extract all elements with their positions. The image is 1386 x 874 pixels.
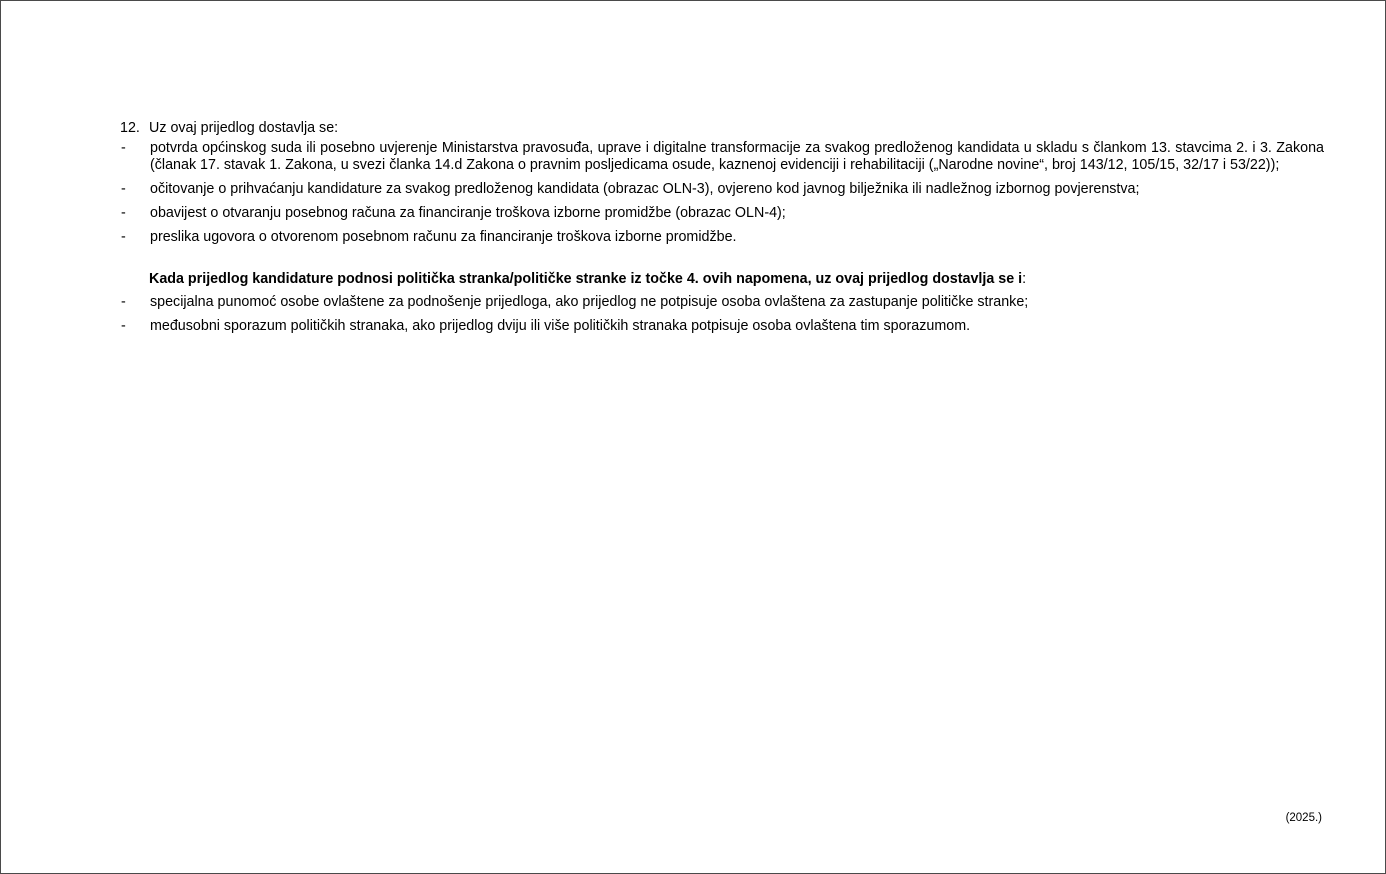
section-heading (120, 120, 1324, 137)
party-heading-colon: : (1022, 271, 1027, 287)
bullet: - (121, 181, 126, 197)
footer-year: (2025.) (1285, 812, 1322, 824)
section-number: 12. (120, 120, 140, 136)
list-item-text: specijalna punomoć osobe ovlaštene za podnošenje prijedloga, ako prijedlog ne potpisuje osoba ovlaštena za zastupanje političke stranke; (150, 294, 1029, 310)
bullet: - (121, 229, 126, 245)
indent-spacer (120, 271, 149, 288)
list-item (120, 229, 1324, 246)
bullet: - (121, 294, 126, 310)
list-item (120, 318, 1324, 335)
list-item-text: međusobni sporazum političkih stranaka, ako prijedlog dviju ili više političkih stranaka potpisuje osoba ovlaštena tim sporazumom. (150, 318, 971, 334)
party-heading (120, 271, 1324, 288)
party-heading-bold: Kada prijedlog kandidature podnosi politička stranka/političke stranke iz točke 4. ovih napomena, uz ovaj prijedlog dostavlja se i (149, 271, 1023, 287)
list-item-text: očitovanje o prihvaćanju kandidature za svakog predloženog kandidata (obrazac OLN-3), ovjereno kod javnog bilježnika ili nadležnog izbornog povjerenstva; (150, 181, 1140, 197)
list-item-text: preslika ugovora o otvorenom posebnom računu za financiranje troškova izborne promidžbe. (150, 229, 737, 245)
party-heading-text (149, 271, 1026, 288)
list-item (120, 294, 1324, 311)
bullet: - (121, 140, 126, 156)
section-12 (120, 120, 1324, 342)
bullet: - (121, 318, 126, 334)
list-item (120, 181, 1324, 198)
list-item (120, 140, 1324, 174)
list-item (120, 205, 1324, 222)
bullet: - (121, 205, 126, 221)
list-item-text: potvrda općinskog suda ili posebno uvjerenje Ministarstva pravosuđa, uprave i digitalne transformacije za svakog predloženog kandidata u skladu s člankom 13. stavcima 2. i 3. Zakona (članak 17. stavak 1. Zakona, u svezi članka 14.d Zakona o pravnim posljedicama osude, kaznenoj evidenciji i rehabilitaciji („Narodne novine“, broj 143/12, 105/15, 32/17 i 53/22)); (150, 140, 1324, 173)
list-item-text: obavijest o otvaranju posebnog računa za financiranje troškova izborne promidžbe (obrazac OLN-4); (150, 205, 786, 221)
section-title: Uz ovaj prijedlog dostavlja se: (149, 120, 339, 136)
